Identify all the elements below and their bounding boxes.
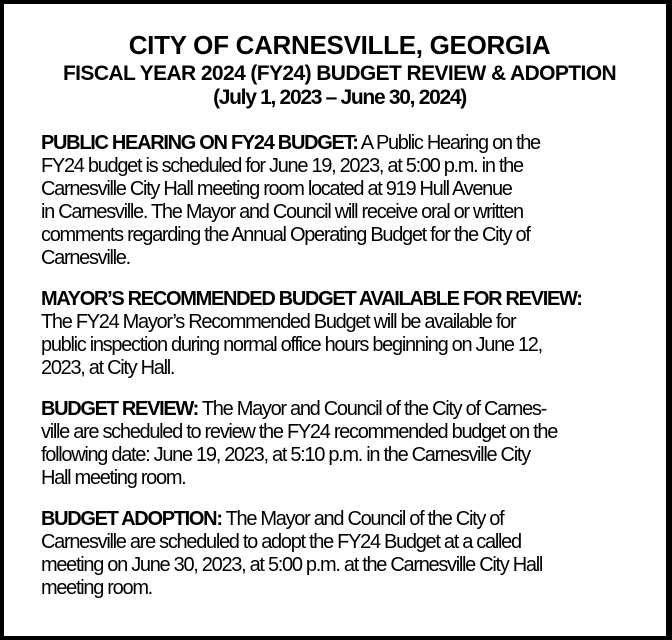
paragraph-line: comments regarding the Annual Operating Budget for the City of	[41, 224, 530, 246]
paragraph-text: The Mayor and Council of the City of	[221, 508, 504, 530]
paragraph-line: The FY24 Mayor’s Recommended Budget will be available for	[41, 311, 516, 333]
paragraph-line: FY24 budget is scheduled for June 19, 2023, at 5:00 p.m. in the	[41, 155, 523, 177]
paragraph-recommended-budget-review	[41, 288, 638, 380]
paragraph-lead: BUDGET ADOPTION:	[41, 508, 222, 530]
notice-subtitle: FISCAL YEAR 2024 (FY24) BUDGET REVIEW & ADOPTION	[62, 62, 617, 85]
notice-date-range: (July 1, 2023 – June 30, 2024)	[213, 86, 466, 109]
paragraph-line	[41, 288, 638, 311]
paragraph-line: Carnesville are scheduled to adopt the FY24 Budget at a called	[41, 531, 521, 553]
paragraph-line: ville are scheduled to review the FY24 recommended budget on the	[41, 421, 558, 443]
paragraph-line: Carnesville.	[41, 247, 130, 269]
paragraph-budget-adoption	[41, 508, 638, 600]
paragraph-line: meeting on June 30, 2023, at 5:00 p.m. at the Carnesville City Hall	[41, 554, 543, 576]
paragraph-lead: MAYOR’S RECOMMENDED BUDGET AVAILABLE FOR REVIEW:	[41, 288, 582, 310]
paragraph-line	[41, 132, 638, 155]
paragraph-public-hearing	[41, 132, 638, 270]
paragraph-line	[41, 508, 638, 531]
paragraph-line	[41, 398, 638, 421]
paragraph-line: following date: June 19, 2023, at 5:10 p.m. in the Carnesville City	[41, 444, 530, 466]
paragraph-line: in Carnesville. The Mayor and Council will receive oral or written	[41, 201, 523, 223]
notice-body	[41, 132, 638, 600]
paragraph-line: meeting room.	[41, 577, 152, 599]
paragraph-line: public inspection during normal office hours beginning on June 12,	[41, 334, 542, 356]
paragraph-text: The Mayor and Council of the City of Carnes-	[198, 398, 546, 420]
paragraph-text: A Public Hearing on the	[357, 132, 540, 154]
notice-title: CITY OF CARNESVILLE, GEORGIA	[128, 30, 551, 60]
paragraph-lead: BUDGET REVIEW:	[41, 398, 198, 420]
paragraph-line: Carnesville City Hall meeting room located at 919 Hull Avenue	[41, 178, 512, 200]
paragraph-budget-review	[41, 398, 638, 490]
notice-header	[41, 30, 638, 110]
paragraph-lead: PUBLIC HEARING ON FY24 BUDGET:	[41, 132, 358, 154]
paragraph-line: 2023, at City Hall.	[41, 357, 175, 379]
paragraph-line: Hall meeting room.	[41, 467, 186, 489]
